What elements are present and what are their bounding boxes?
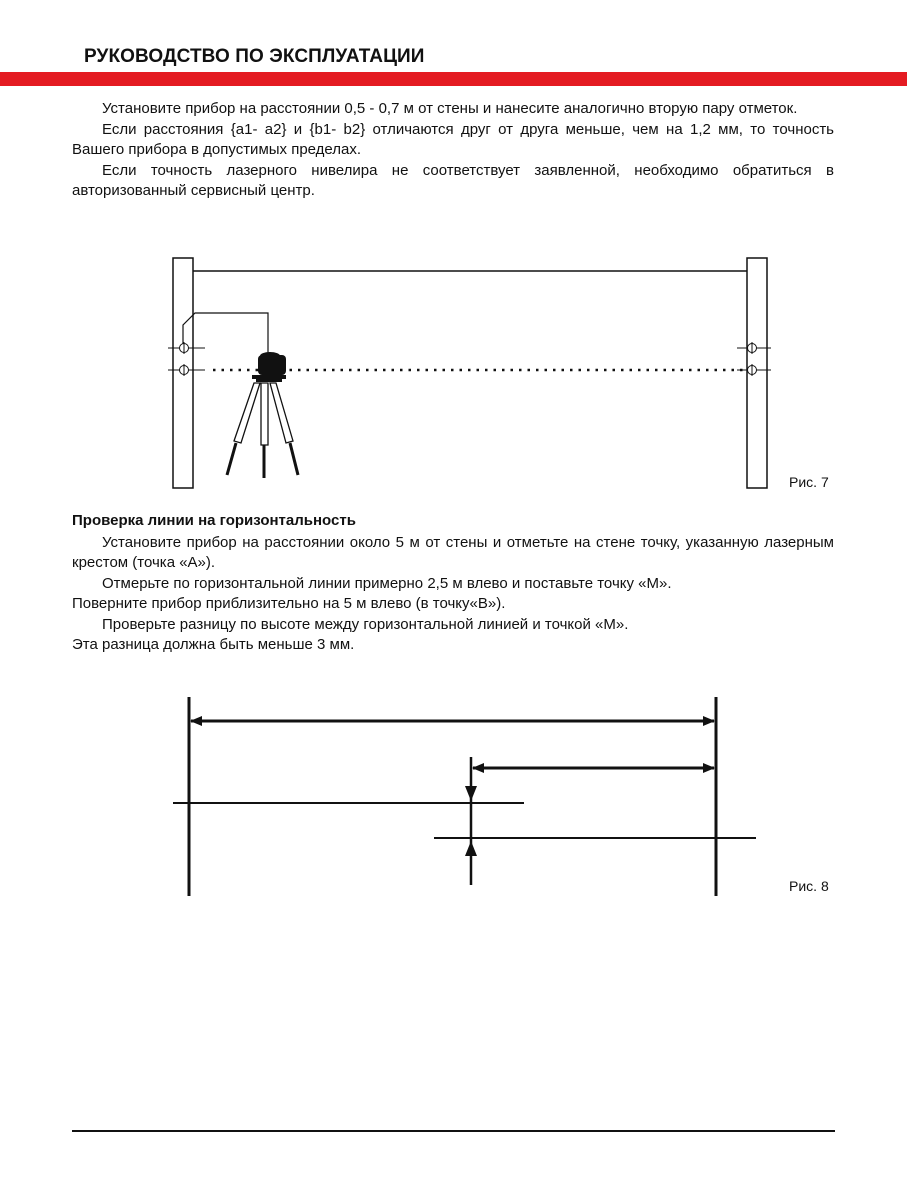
- section-paragraph-3: Поверните прибор приблизительно на 5 м влево (в точку«В»).: [72, 595, 506, 612]
- intro-paragraph-2: Если расстояния {a1- a2} и {b1- b2} отличаются друг от друга меньше, чем на 1,2 мм, то точность Вашего прибора в допустимых пределах.: [72, 120, 834, 158]
- section-paragraph-2: Отмерьте по горизонтальной линии примерно 2,5 м влево и поставьте точку «М».: [102, 574, 672, 592]
- intro-paragraph-3: Если точность лазерного нивелира не соответствует заявленной, необходимо обратиться в авторизованный сервисный центр.: [72, 161, 834, 199]
- intro-paragraph-1: Установите прибор на расстоянии 0,5 - 0,7 м от стены и нанесите аналогично вторую пару отметок.: [102, 100, 798, 117]
- fig8-down-arrow-icon: [465, 786, 477, 801]
- section-heading: Проверка линии на горизонтальность: [72, 512, 356, 529]
- section-paragraph-4: Проверьте разницу по высоте между горизонтальной линией и точкой «М».: [102, 615, 629, 633]
- section-paragraph-1: Установите прибор на расстоянии около 5 м от стены и отметьте на стене точку, указанную лазерным крестом (точка «А»).: [72, 533, 834, 571]
- fig8-up-arrow-icon: [465, 841, 477, 856]
- page-header-title: РУКОВОДСТВО ПО ЭКСПЛУАТАЦИИ: [84, 46, 425, 67]
- figure-7-caption: Рис. 7: [789, 474, 829, 490]
- section-paragraph-5: Эта разница должна быть меньше 3 мм.: [72, 636, 355, 653]
- footer-rule: [72, 1130, 835, 1132]
- figure-8-caption: Рис. 8: [789, 878, 829, 894]
